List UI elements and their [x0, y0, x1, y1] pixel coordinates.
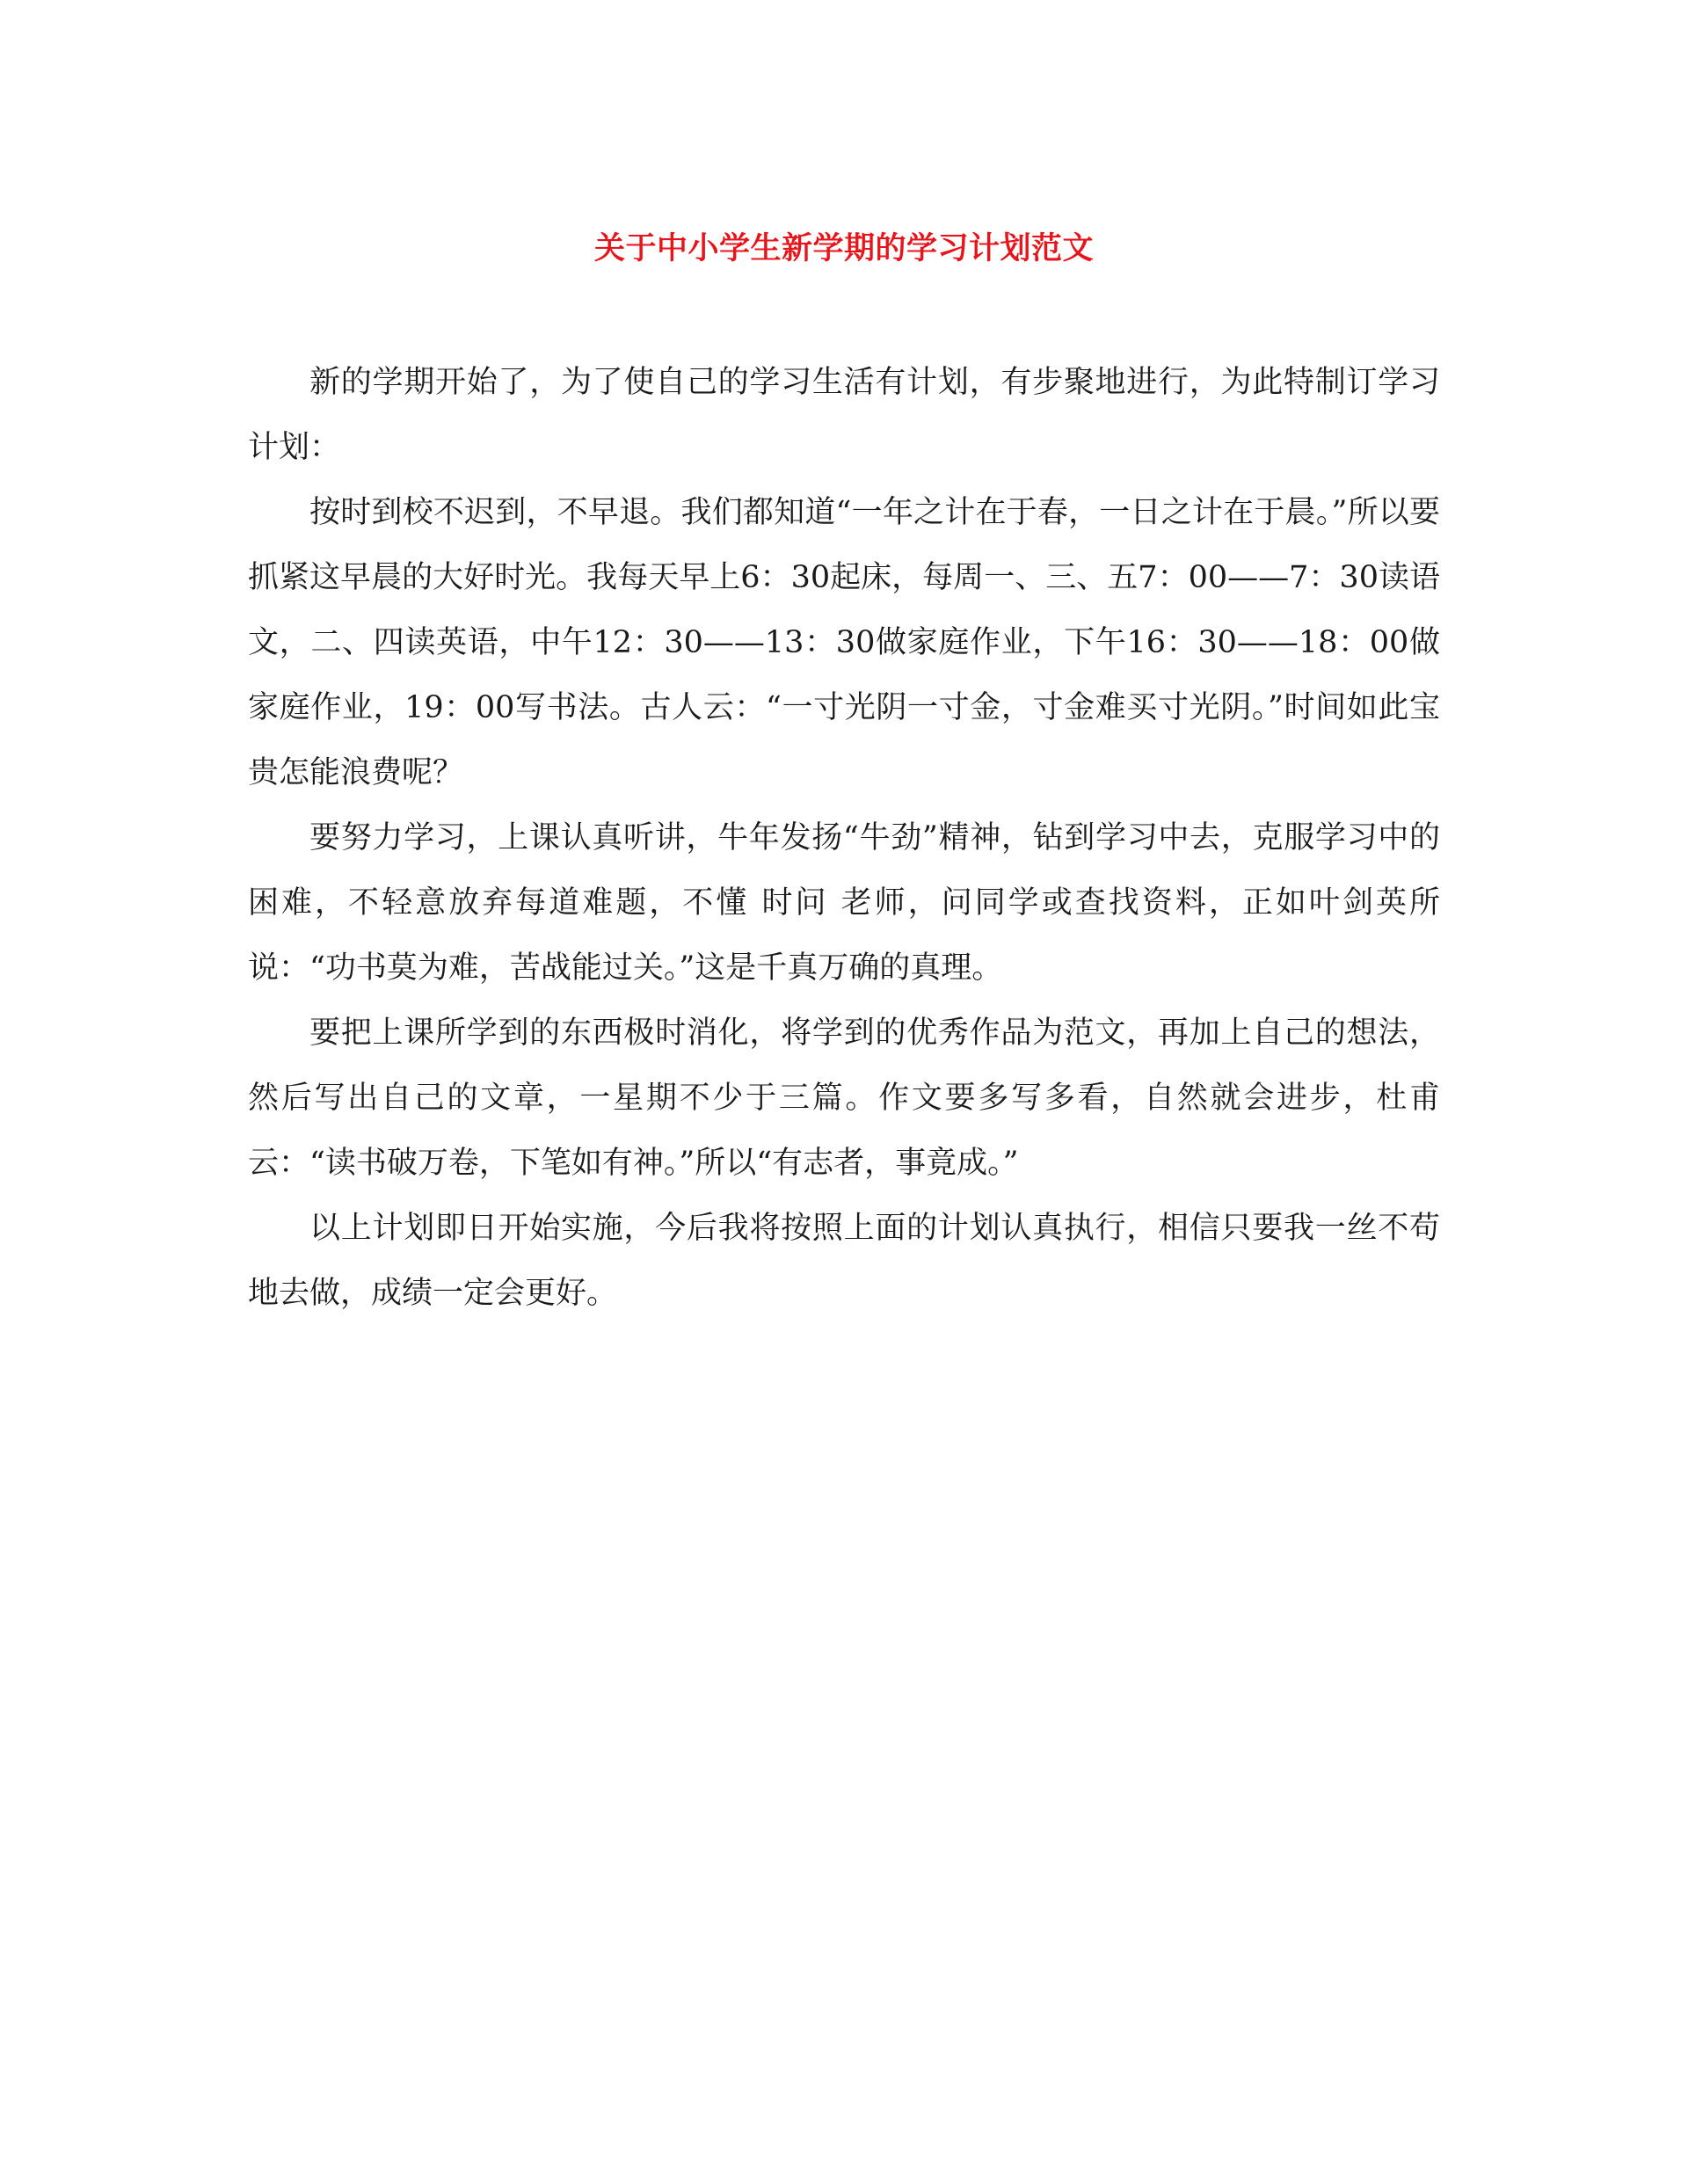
- document-title: 关于中小学生新学期的学习计划范文: [593, 231, 1094, 266]
- paragraph-conclusion: 以上计划即日开始实施，今后我将按照上面的计划认真执行，相信只要我一丝不苟地去做，成绩一定会更好。: [248, 1211, 1440, 1311]
- paragraph-writing: 要把上课所学到的东西极时消化，将学到的优秀作品为范文，再加上自己的想法，然后写出自己的文章，一星期不少于三篇。作文要多写多看，自然就会进步，杜甫云：“读书破万卷，下笔如有神。”所以“有志者，事竟成。”: [248, 1016, 1440, 1181]
- paragraph-study: 要努力学习，上课认真听讲，牛年发扬“牛劲”精神，钻到学习中去，克服学习中的困难，不轻意放弃每道难题，不懂 时问 老师，问同学或查找资料，正如叶剑英所说：“功书莫为难，苦战能过关。”这是千真万确的真理。: [248, 820, 1440, 986]
- document-body: [248, 350, 1440, 1326]
- paragraph-intro: 新的学期开始了，为了使自己的学习生活有计划，有步聚地进行，为此特制订学习计划：: [248, 365, 1440, 465]
- paragraph-schedule: 按时到校不迟到，不早退。我们都知道“一年之计在于春，一日之计在于晨。”所以要抓紧这早晨的大好时光。我每天早上6：30起床，每周一、三、五7：00——7：30读语文，二、四读英语，中午12：30——13：30做家庭作业，下午16：30——18：00做家庭作业，19：00写书法。古人云：“一寸光阴一寸金，寸金难买寸光阴。”时间如此宝贵怎能浪费呢？: [248, 495, 1440, 790]
